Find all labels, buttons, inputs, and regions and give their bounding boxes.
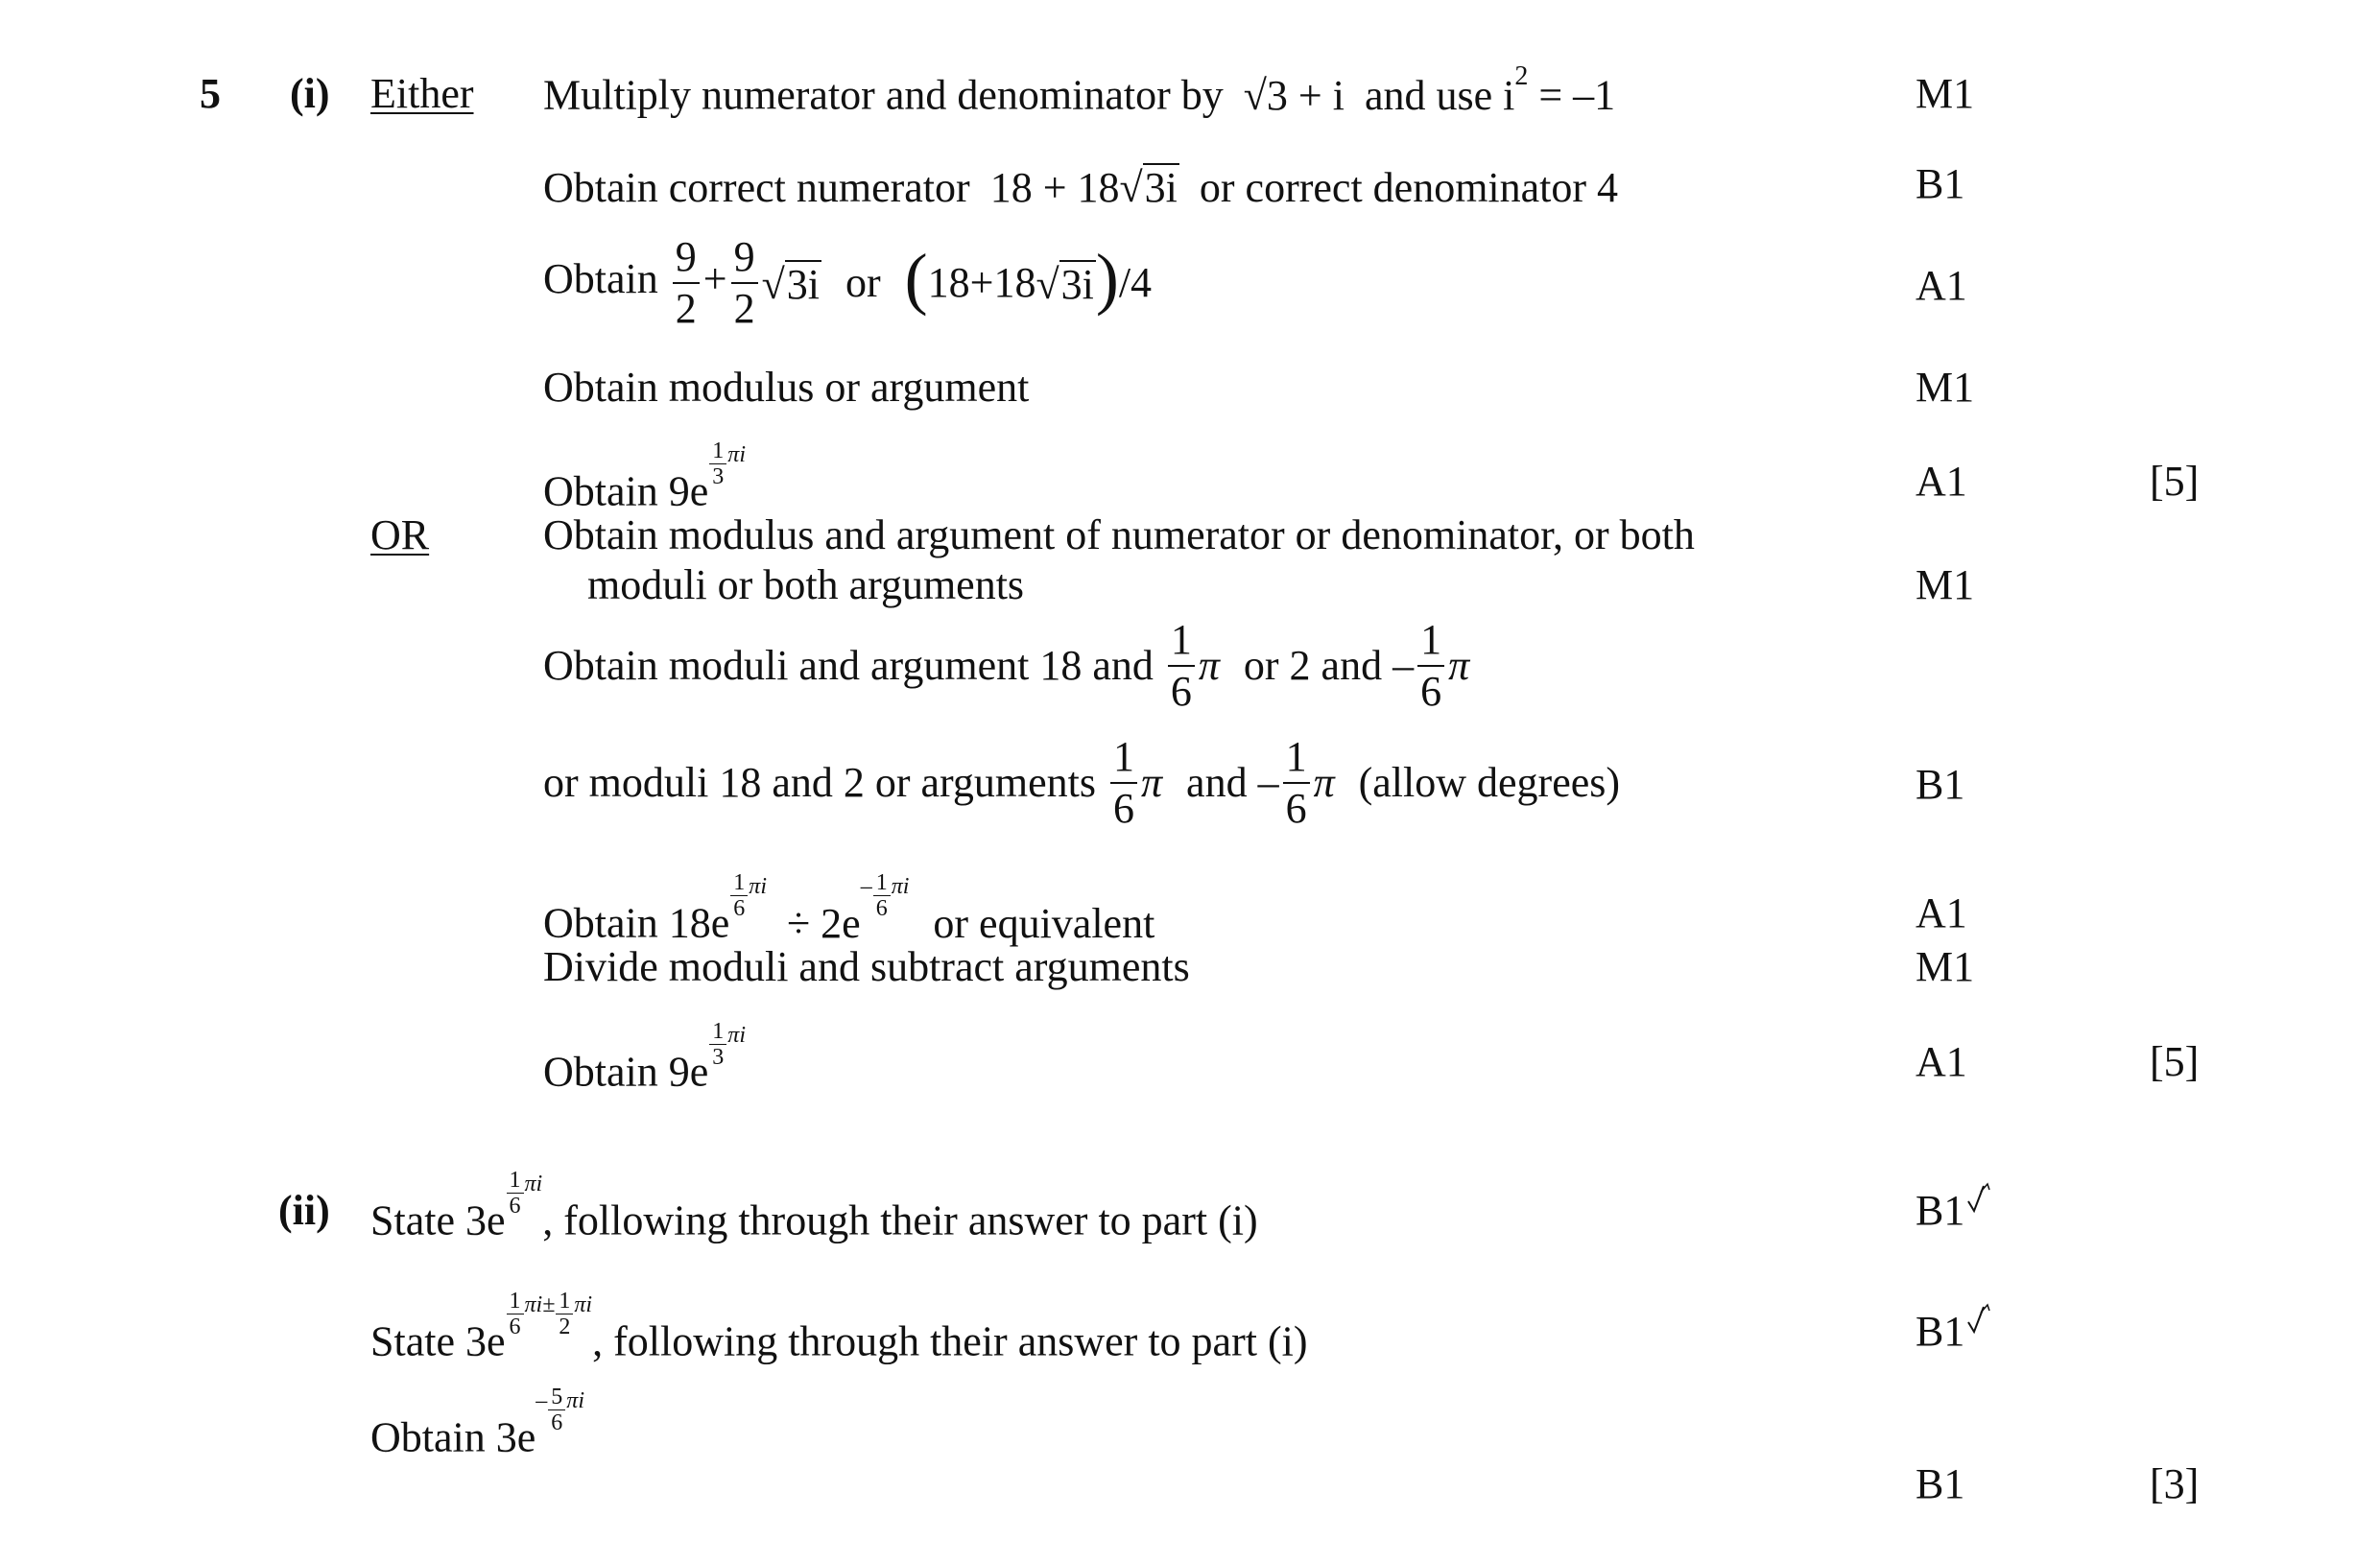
or-step1-line2: moduli or both arguments [587,561,1025,608]
mark-ii-3: B1 [1916,1460,1965,1507]
either-step2: Obtain correct numerator 18 + 18√3i or correct denominator 4 [543,164,1619,211]
mark-either-5: A1 [1916,458,1967,505]
or-step2: Obtain moduli and argument 18 and $\frac{1}{6}$ π or 2 and – $\frac{1}{6}$ π [543,616,1470,715]
or-step1-line1: Obtain modulus and argument of numerator or denominator, or both [543,511,1695,558]
mark-or-4: A1 [1916,889,1967,936]
either-step5: Obtain 9e $\frac{1}{3}$ πi [543,438,746,515]
or-step4: Obtain 18e $\frac{1}{6}$ πi ÷ 2e– $\frac{1}{6}$ πi or equivalent [543,870,1155,947]
or-label: OR [370,511,430,558]
question-number: 5 [200,70,221,117]
either-label: Either [370,70,474,117]
or-step5: Divide moduli and subtract arguments [543,943,1190,990]
total-or: [5] [2150,1038,2200,1085]
sqrt-expression: √3 + i [1243,71,1345,119]
mark-or-5: M1 [1916,943,1975,990]
ii-step1: State 3e $\frac{1}{6}$ πi, following through their answer to part (i) [370,1168,1258,1244]
either-step3: Obtain $\frac{9}{2}$ + $\frac{9}{2}$ √3i or (18+18√3i)/4 [543,233,1153,332]
mark-either-2: B1 [1916,160,1965,207]
total-ii: [3] [2150,1460,2200,1507]
ii-step3: Obtain 3e– $\frac{5}{6}$ πi [370,1385,584,1461]
tick-ft-icon [1966,1182,1991,1217]
part-ii-label: (ii) [278,1187,330,1234]
either-step4: Obtain modulus or argument [543,364,1030,411]
part-i-label: (i) [290,70,330,117]
mark-or-3: B1 [1916,761,1965,808]
mark-ii-1: B1 [1916,1190,1991,1232]
mark-either-1: M1 [1916,70,1975,117]
or-step3: or moduli 18 and 2 or arguments $\frac{1}{6}$ π and – $\frac{1}{6}$ π (allow degrees) [543,733,1621,832]
fraction: $\frac{9}{2}$ [731,236,758,330]
mark-or-6: A1 [1916,1038,1967,1085]
mark-either-4: M1 [1916,364,1975,411]
tick-ft-icon [1966,1303,1991,1338]
either-step1: Multiply numerator and denominator by √3 + i and use i2 = –1 [543,61,1616,119]
fraction: $\frac{9}{2}$ [673,236,700,330]
mark-either-3: A1 [1916,262,1967,309]
ii-step2: State 3e $\frac{1}{6}$ πi± $\frac{1}{2}$ πi, following through their answer to part (i) [370,1289,1308,1365]
mark-or-1: M1 [1916,561,1975,608]
mark-ii-2: B1 [1916,1311,1991,1353]
or-step6: Obtain 9e $\frac{1}{3}$ πi [543,1019,746,1096]
total-either: [5] [2150,458,2200,505]
